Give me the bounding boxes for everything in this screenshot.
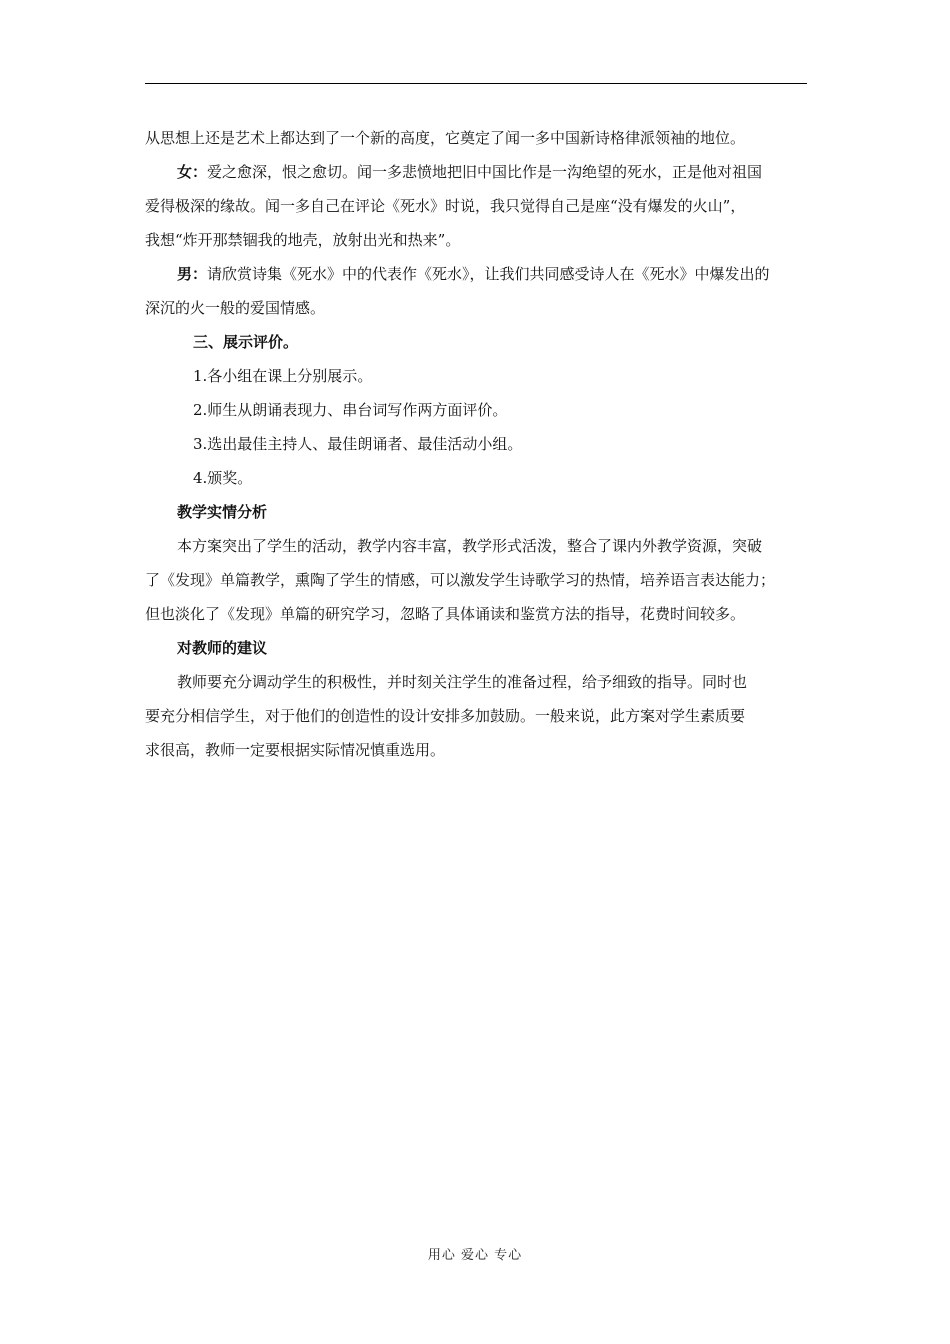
advice-title: 对教师的建议 — [177, 639, 268, 657]
analysis-line: 本方案突出了学生的活动，教学内容丰富，教学形式活泼，整合了课内外教学资源，突破 — [177, 537, 763, 555]
male-text: 请欣赏诗集《死水》中的代表作《死水》，让我们共同感受诗人在《死水》中爆发出的 — [207, 265, 770, 283]
advice-line: 求很高，教师一定要根据实际情况慎重选用。 — [145, 741, 446, 759]
list-item: 3.选出最佳主持人、最佳朗诵者、最佳活动小组。 — [193, 435, 523, 453]
list-item: 1.各小组在课上分别展示。 — [193, 367, 373, 385]
document-body — [145, 121, 807, 767]
analysis-line: 了《发现》单篇教学，熏陶了学生的情感，可以激发学生诗歌学习的热情，培养语言表达能力； — [145, 571, 776, 589]
female-paragraph-line: 我想“炸开那禁锢我的地壳，放射出光和热来”。 — [145, 231, 461, 249]
page-footer: 用心 爱心 专心 — [427, 1248, 523, 1263]
section-three-title: 三、展示评价。 — [193, 333, 299, 351]
list-item: 2.师生从朗诵表现力、串台词写作两方面评价。 — [193, 401, 508, 419]
advice-line: 要充分相信学生，对于他们的创造性的设计安排多加鼓励。一般来说，此方案对学生素质要 — [145, 707, 746, 725]
male-paragraph-line: 深沉的火一般的爱国情感。 — [145, 299, 326, 317]
analysis-line: 但也淡化了《发现》单篇的研究学习，忽略了具体诵读和鉴赏方法的指导，花费时间较多。 — [145, 605, 746, 623]
female-speaker-label: 女： — [177, 163, 208, 181]
advice-line: 教师要充分调动学生的积极性，并时刻关注学生的准备过程，给予细致的指导。同时也 — [177, 673, 748, 691]
female-paragraph-line: 爱得极深的缘故。闻一多自己在评论《死水》时说，我只觉得自己是座“没有爆发的火山”， — [145, 197, 746, 215]
analysis-title: 教学实情分析 — [177, 503, 268, 521]
header-rule — [145, 83, 807, 84]
body-line: 从思想上还是艺术上都达到了一个新的高度，它奠定了闻一多中国新诗格律派领袖的地位。 — [145, 129, 746, 147]
list-item: 4.颁奖。 — [193, 469, 253, 487]
male-paragraph-line — [145, 257, 807, 291]
male-speaker-label: 男： — [177, 265, 208, 283]
female-paragraph-line — [145, 155, 807, 189]
female-text: 爱之愈深，恨之愈切。闻一多悲愤地把旧中国比作是一沟绝望的死水，正是他对祖国 — [207, 163, 763, 181]
